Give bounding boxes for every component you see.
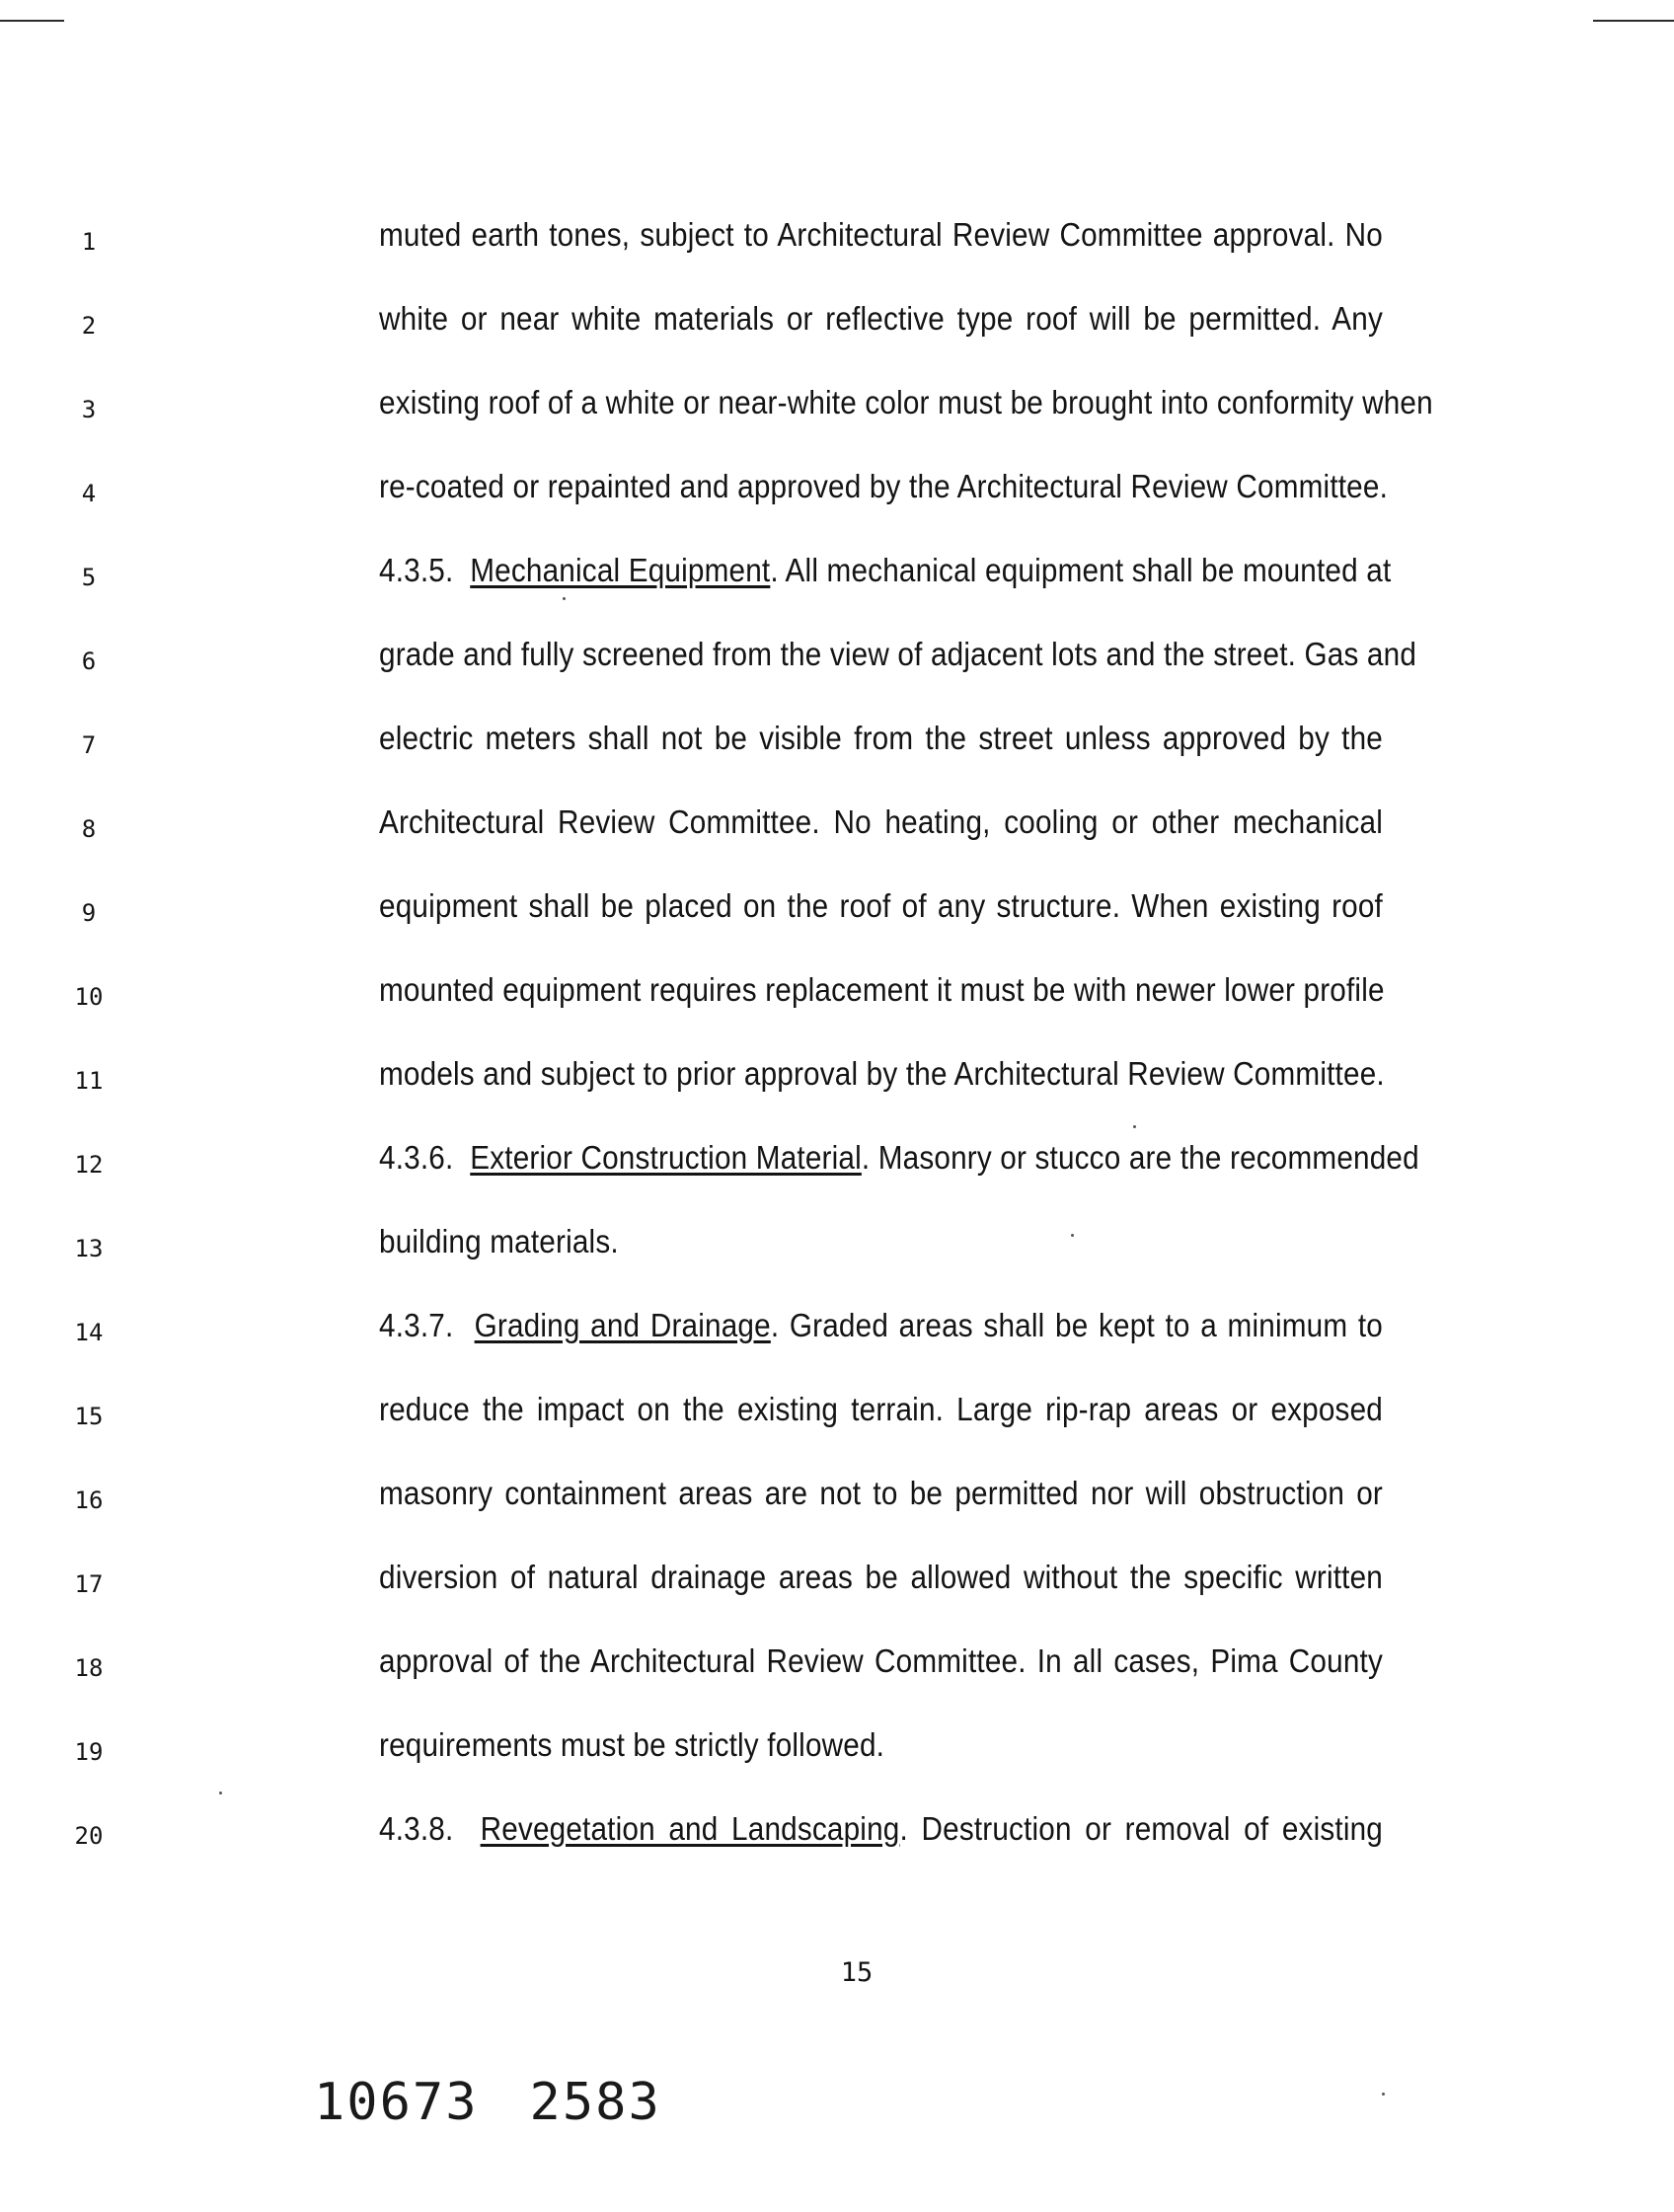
line-number: 16 [74, 1487, 104, 1514]
section-text: . Masonry or stucco are the recommended [861, 1139, 1419, 1176]
recording-page-number: 2583 [529, 2073, 661, 2132]
line-number: 2 [81, 312, 97, 340]
body-text-line: grade and fully screened from the view of adjacent lots and the street. Gas and [379, 636, 1417, 672]
body-text-line: Architectural Review Committee. No heating, cooling or other mechanical [379, 803, 1383, 840]
line-number: 12 [74, 1151, 104, 1179]
section-heading-exterior-construction-material: Exterior Construction Material [470, 1139, 862, 1176]
section-text: . All mechanical equipment shall be mounted at [770, 552, 1392, 588]
line-number: 7 [81, 731, 97, 759]
scan-speck [563, 597, 566, 600]
section-number: 4.3.7. [379, 1307, 454, 1343]
line-number: 6 [81, 648, 97, 675]
section-heading-grading-and-drainage: Grading and Drainage [474, 1307, 771, 1343]
scan-speck [1133, 1125, 1136, 1128]
section-number: 4.3.8. [379, 1810, 454, 1847]
body-text-line: equipment shall be placed on the roof of any structure. When existing roof [379, 887, 1383, 924]
line-number: 15 [74, 1403, 104, 1430]
body-text-line: mounted equipment requires replacement it must be with newer lower profile [379, 971, 1385, 1008]
line-number: 17 [74, 1570, 104, 1598]
section-heading-mechanical-equipment: Mechanical Equipment [470, 552, 771, 588]
line-number: 19 [74, 1738, 104, 1766]
body-text-line: electric meters shall not be visible from the street unless approved by the [379, 720, 1383, 756]
scan-edge-rule-left [0, 20, 64, 22]
line-number: 13 [74, 1235, 104, 1262]
section-text: . Graded areas shall be kept to a minimum to [770, 1307, 1383, 1343]
scan-edge-rule-right [1593, 20, 1674, 22]
body-text-line: building materials. [379, 1223, 619, 1259]
line-number: 11 [74, 1067, 104, 1095]
body-text-line: white or near white materials or reflective type roof will be permitted. Any [379, 300, 1383, 337]
section-4-3-5-line [379, 551, 1392, 590]
section-heading-revegetation-and-landscaping: Revegetation and Landscaping [480, 1810, 900, 1847]
scan-speck [219, 1792, 222, 1794]
body-text-line: diversion of natural drainage areas be allowed without the specific written [379, 1559, 1383, 1595]
body-text-line: masonry containment areas are not to be permitted nor will obstruction or [379, 1475, 1383, 1511]
line-number: 8 [81, 815, 97, 843]
body-text-line: requirements must be strictly followed. [379, 1726, 885, 1763]
recording-book-number: 10673 [314, 2073, 479, 2132]
body-text-line: reduce the impact on the existing terrain. Large rip-rap areas or exposed [379, 1391, 1383, 1427]
line-number: 1 [81, 228, 97, 256]
line-number: 10 [74, 983, 104, 1011]
recording-book-page-stamp [314, 2073, 713, 2132]
line-number: 5 [81, 564, 97, 591]
section-4-3-8-line [379, 1809, 1383, 1849]
scan-speck [1382, 2093, 1385, 2096]
line-number: 14 [74, 1319, 104, 1346]
line-number: 3 [81, 396, 97, 423]
line-number: 4 [81, 480, 97, 507]
page-number: 15 [840, 1957, 874, 1988]
line-number: 9 [81, 899, 97, 927]
section-4-3-7-line [379, 1306, 1383, 1345]
body-text-line: approval of the Architectural Review Committee. In all cases, Pima County [379, 1642, 1383, 1679]
line-number: 20 [74, 1822, 104, 1850]
body-text-line: re-coated or repainted and approved by the Architectural Review Committee. [379, 468, 1389, 504]
body-text-line: models and subject to prior approval by the Architectural Review Committee. [379, 1055, 1385, 1092]
body-text-line: muted earth tones, subject to Architectural Review Committee approval. No [379, 216, 1383, 253]
body-text-line: existing roof of a white or near-white color must be brought into conformity when [379, 384, 1433, 420]
line-number: 18 [74, 1654, 104, 1682]
section-text: . Destruction or removal of existing [899, 1810, 1383, 1847]
scan-speck [1071, 1234, 1074, 1237]
section-4-3-6-line [379, 1138, 1419, 1178]
section-number: 4.3.6. [379, 1139, 454, 1176]
section-number: 4.3.5. [379, 552, 454, 588]
